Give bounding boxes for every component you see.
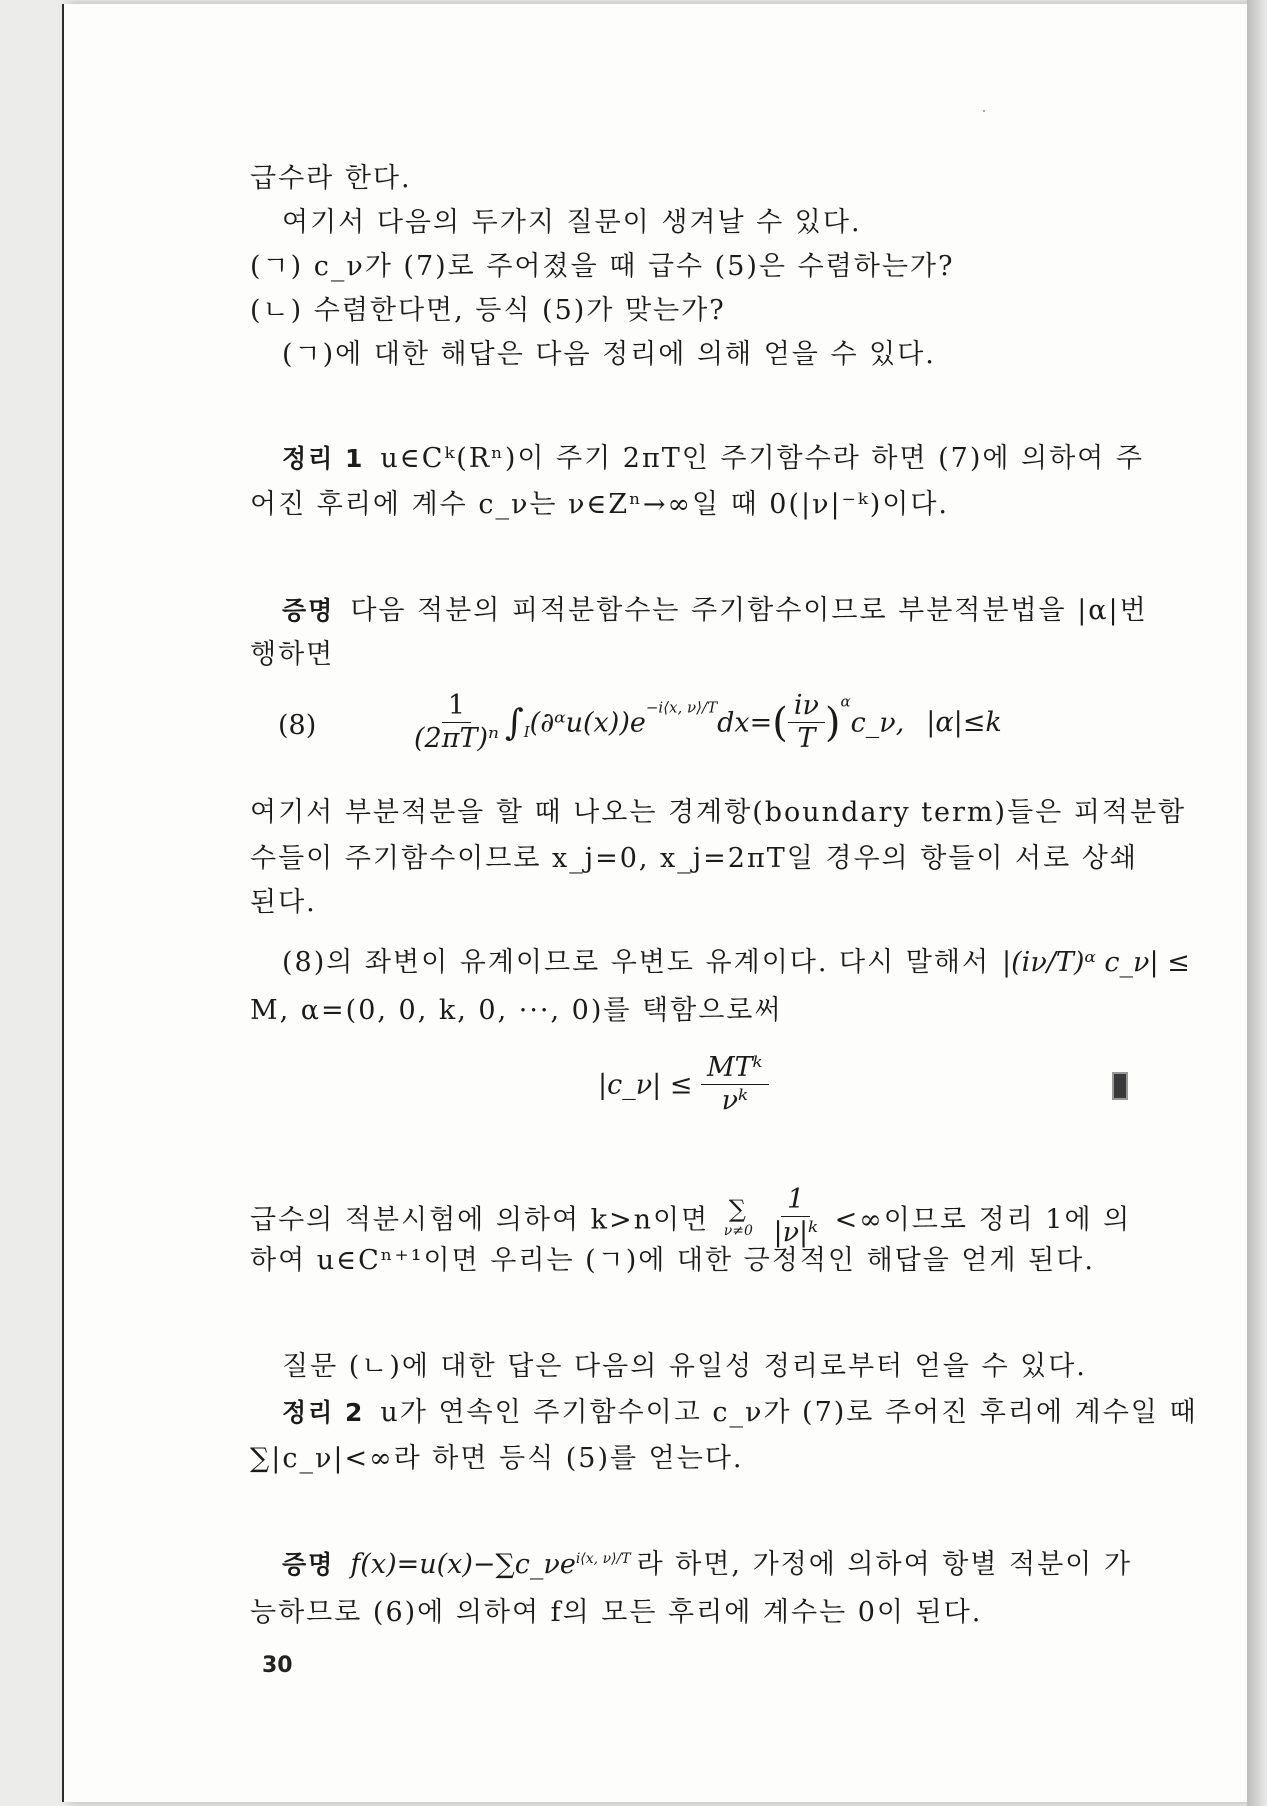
speck (983, 110, 985, 112)
text-line: 여기서 다음의 두가지 질문이 생겨날 수 있다. (282, 207, 862, 238)
theorem-heading: 정리 1 (282, 444, 365, 473)
page-edge-shadow (1247, 0, 1267, 1806)
proof-math: f(x)=u(x)−∑c_νe (350, 1549, 576, 1580)
series-text-tail: <∞이므로 정리 1에 의 (834, 1204, 1132, 1236)
theorem-1-line-1 (282, 436, 1144, 475)
series-line-2: 하여 u∈Cⁿ⁺¹이면 우리는 (ㄱ)에 대한 긍정적인 해답을 얻게 된다. (250, 1245, 1095, 1276)
rhs-fraction (788, 690, 825, 756)
rhs-numerator: iν (788, 690, 825, 723)
theorem-heading: 정리 2 (282, 1398, 365, 1427)
bound-math: |(iν/T)ᵅ c_ν| ≤ (1002, 947, 1190, 978)
proof-text: 라 하면, 가정에 의하여 항별 적분이 가 (636, 1549, 1132, 1580)
text-line: (ㄴ) 수렴한다면, 등식 (5)가 맞는가? (250, 295, 726, 326)
bound-equation (598, 1052, 769, 1118)
theorem-1-line-2: 어진 후리에 계수 c_ν는 ν∈Zⁿ→∞일 때 0(|ν|⁻ᵏ)이다. (250, 489, 950, 520)
paren-right: ) (824, 699, 841, 746)
sum-symbol: ∑ ν≠0 (723, 1194, 753, 1239)
theorem-2-line-1 (282, 1390, 1198, 1429)
rhs-denominator: T (797, 723, 816, 755)
paren-left: ( (772, 699, 788, 746)
ink-mark (1112, 1072, 1128, 1100)
theorem-2-line-2: ∑|c_ν|<∞라 하면 등식 (5)를 얻는다. (250, 1443, 744, 1474)
proof-text: 다음 적분의 피적분함수는 주기함수이므로 부분적분법을 |α|번 (350, 595, 1148, 626)
fraction-numerator: 1 (442, 690, 471, 723)
differential: dx= (717, 707, 773, 739)
proof-1-line-2: 행하면 (250, 639, 335, 670)
alpha-power: α (840, 692, 851, 711)
theorem-text: u가 연속인 주기함수이고 c_ν가 (7)로 주어진 후리에 계수일 때 (380, 1397, 1198, 1428)
integral-domain: I (523, 722, 530, 741)
question-2: 질문 (ㄴ)에 대한 답은 다음의 유일성 정리로부터 얻을 수 있다. (282, 1351, 1087, 1382)
text-line: 여기서 부분적분을 할 때 나오는 경계항(boundary term)들은 피적분함 (250, 797, 1187, 828)
integrand: (∂ᵅu(x))e (529, 707, 646, 739)
series-text: 급수의 적분시험에 의하여 k>n이면 (250, 1204, 710, 1236)
equation-8 (408, 690, 1002, 756)
series-numerator: 1 (781, 1184, 810, 1217)
text-line: 된다. (250, 887, 317, 918)
bound-text: (8)의 좌변이 유계이므로 우변도 유계이다. 다시 말해서 (282, 947, 991, 978)
text-line: (ㄱ) c_ν가 (7)로 주어졌을 때 급수 (5)은 수렴하는가? (250, 251, 955, 282)
sum-subscript: ν≠0 (723, 1222, 753, 1239)
proof-2-line-1 (282, 1542, 1132, 1581)
bound-line-1 (282, 940, 1190, 979)
proof-heading: 증명 (282, 1550, 335, 1579)
rhs-tail: c_ν, (850, 707, 905, 739)
bound-fraction (701, 1052, 769, 1118)
series-denominator: |ν|ᵏ (773, 1217, 818, 1249)
proof-exponent: i⟨x, ν⟩/T (575, 1551, 631, 1567)
text-line: (ㄱ)에 대한 해답은 다음 정리에 의해 얻을 수 있다. (282, 339, 936, 370)
integral-sign: ∫ (504, 702, 524, 744)
page-number: 30 (262, 1653, 293, 1678)
theorem-text: u∈Cᵏ(Rⁿ)이 주기 2πT인 주기함수라 하면 (7)에 의하여 주 (380, 443, 1144, 474)
text-line: 급수라 한다. (250, 163, 412, 194)
fraction-denominator: (2πT)ⁿ (414, 723, 499, 755)
text-line: 수들이 주기함수이므로 x_j=0, x_j=2πT일 경우의 항들이 서로 상쇄 (250, 843, 1138, 874)
bound-denominator: νᵏ (721, 1085, 748, 1117)
bound-line-2: M, α=(0, 0, k, 0, ···, 0)를 택함으로써 (250, 995, 783, 1026)
proof-heading: 증명 (282, 596, 335, 625)
exponent: −i⟨x, ν⟩/T (645, 698, 718, 717)
condition: |α|≤k (926, 707, 1002, 739)
fraction (408, 690, 505, 756)
bound-lhs: |c_ν| ≤ (598, 1069, 693, 1101)
bound-numerator: MTᵏ (701, 1052, 769, 1085)
proof-2-line-2: 능하므로 (6)에 의하여 f의 모든 후리에 계수는 0이 된다. (250, 1597, 983, 1628)
equation-label: (8) (278, 710, 317, 741)
proof-1-line-1 (282, 588, 1148, 627)
